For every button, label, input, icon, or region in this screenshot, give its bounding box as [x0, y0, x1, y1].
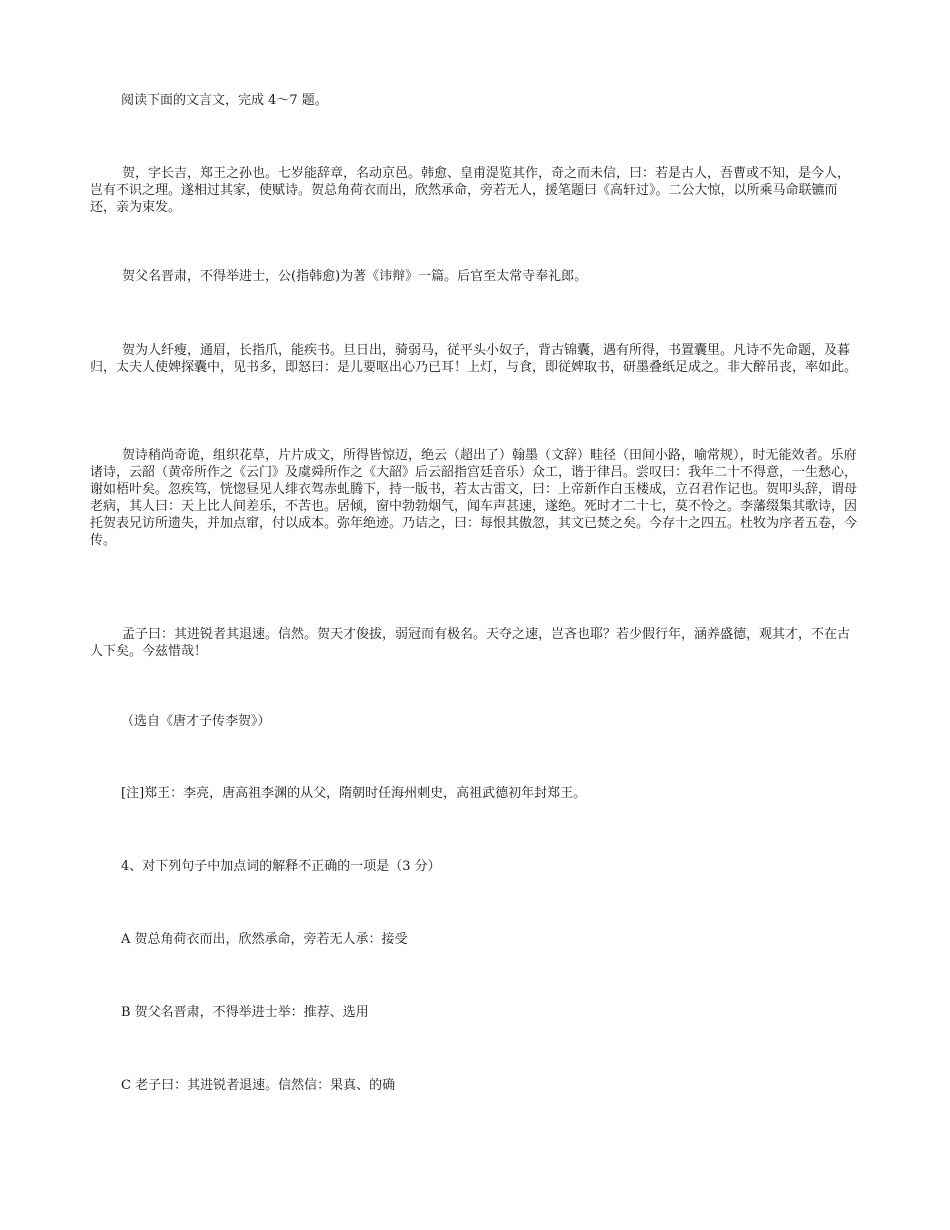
option-a: A 贺总角荷衣而出，欣然承命，旁若无人承：接受: [121, 932, 408, 947]
option-b: B 贺父名晋肃，不得举进士举：推荐、选用: [121, 1005, 369, 1020]
passage-paragraph-4: 贺诗稍尚奇诡，组织花草，片片成文，所得皆惊迈，绝云（超出了）翰墨（文辞）畦径（田间小路，喻常规），时无能效者。乐府诸诗，云韶（黄帝所作之《云门》及虞舜所作之《大韶》后云韶指宫廷音乐）众工，谐于律吕。尝叹曰：我年二十不得意，一生愁心，谢如梧叶矣。忽疾笃，恍惚昼见人绯衣驾赤虬腾下，持一版书，若太古雷文，曰：上帝新作白玉楼成，立召君作记也。贺叩头辞，谓母老病，其人曰：天上比人间差乐，不苦也。居倾，窗中勃勃烟气，闻车声甚速，遂绝。死时才二十七，莫不怜之。李藩缀集其歌诗，因托贺表兄访所遗失，并加点窜，付以成本。弥年绝迹。乃诘之，曰：每恨其傲忽，其文已焚之矣。今存十之四五。杜牧为序者五卷，今传。: [90, 448, 858, 548]
passage-paragraph-1: 贺，字长吉，郑王之孙也。七岁能辞章，名动京邑。韩愈、皇甫湜览其作，奇之而未信，曰：若是古人，吾曹或不知，是今人，岂有不识之理。遂相过其家，使赋诗。贺总角荷衣而出，欣然承命，旁若无人，援笔题曰《高轩过》。二公大惊，以所乘马命联镳而还，亲为束发。: [90, 166, 851, 215]
footnote: [注]郑王：李亮，唐高祖李渊的从父，隋朝时任海州刺史，高祖武德初年封郑王。: [121, 786, 587, 801]
reading-instruction: 阅读下面的文言文，完成 4～7 题。: [121, 93, 328, 108]
passage-paragraph-5: 孟子曰：其进锐者其退速。信然。贺天才俊拔，弱冠而有极名。天夺之速，岂吝也耶？若少假行年，涵养盛德，观其才，不在古人下矣。今兹惜哉！: [90, 627, 851, 659]
question-stem: 4、对下列句子中加点词的解释不正确的一项是（3 分）: [121, 859, 441, 874]
passage-paragraph-2: 贺父名晋肃，不得举进士，公(指韩愈)为著《讳辩》一篇。后官至太常寺奉礼郎。: [122, 269, 588, 284]
passage-paragraph-3: 贺为人纤瘦，通眉，长指爪，能疾书。旦日出，骑弱马，従平头小奴子，背古锦囊，遇有所得，书置囊里。凡诗不先命题，及暮归，太夫人使婢探囊中，见书多，即怒曰：是儿要呕出心乃已耳！上灯，与食，即従婢取书，研墨叠纸足成之。非大醉吊丧，率如此。: [90, 343, 858, 375]
option-c: C 老子曰：其进锐者退速。信然信：果真、的确: [121, 1078, 396, 1093]
source-citation: （选自《唐才子传李贺》）: [121, 714, 271, 729]
